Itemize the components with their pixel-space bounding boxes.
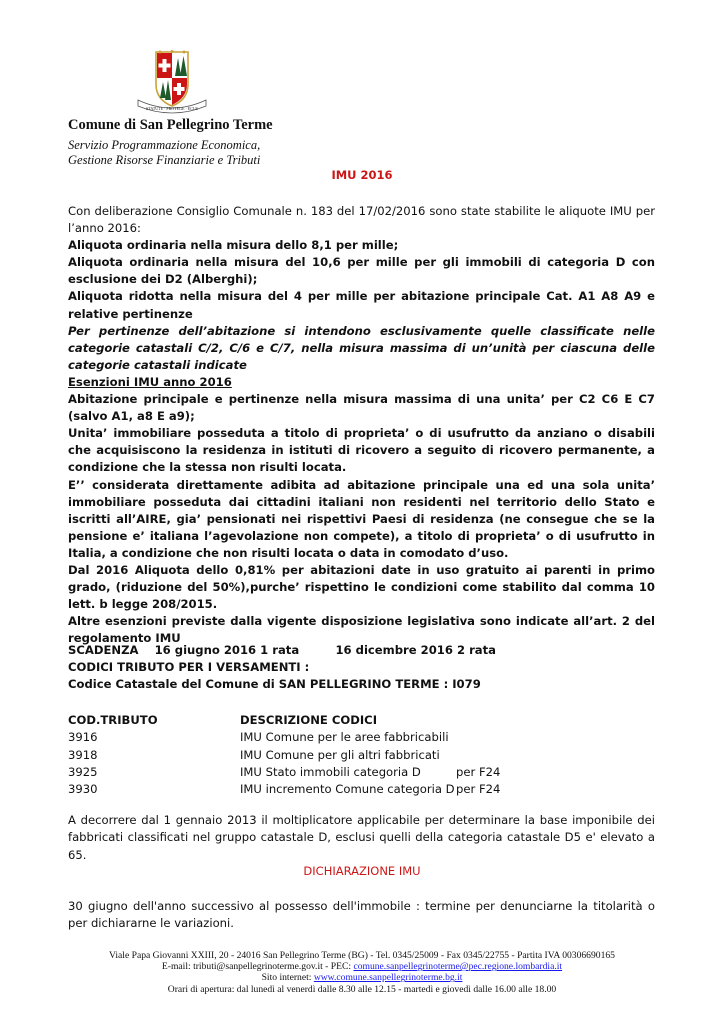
rate-free-use: Dal 2016 Aliquota dello 0,81% per abitazioni date in uso gratuito ai parenti in primo grado, (riduzione del 50%),purche’ rispettino le condizioni come stabilito dal comma 10 lett. b legge 208/2015. [68,562,655,612]
exemption-aire: E’’ considerata direttamente adibita ad abitazione principale una ed una sola unita’ immobiliare posseduta dai cittadini italiani non residenti nel territorio dello Stato e iscritti all’AIRE, gia’ pensionati nei rispettivi Paesi di residenza (ne consegue che se la pensione e’ italiana l’agevolazione non compete), a titolo di proprieta’ o di usufrutto in Italia, a condizione che non risulti locata o data in comodato d’uso. [68,477,655,560]
footer-address: Viale Papa Giovanni XXIII, 20 - 24016 San Pellegrino Terme (BG) - Tel. 0345/25009 - Fax 0345/22755 - Partita IVA 00306690165 [109,950,615,961]
tax-codes-heading: CODICI TRIBUTO PER I VERSAMENTI : [68,660,310,674]
other-exemptions: Altre esenzioni previste dalla vigente disposizione legislativa sono indicate all’art. 2 del regolamento IMU [68,614,655,646]
description-cell: IMU incremento Comune categoria D [240,782,455,797]
cadastral-code: Codice Catastale del Comune di SAN PELLEGRINO TERME : I079 [68,677,481,691]
svg-text:STATUTE · PROTEGE · ECUS: STATUTE · PROTEGE · ECUS [146,106,198,111]
note-cell: per F24 [456,782,501,797]
pertinenze-note: Per pertinenze dell’abitazione si intendono esclusivamente quelle classificate nelle categorie catastali C/2, C/6 e C/7, nella misura massima di un’unità per ciascuna delle categorie catastali indicate [68,323,655,372]
declaration-paragraph: 30 giugno dell'anno successivo al possesso dell'immobile : termine per denunciarne la titolarità o per dichiararne le variazioni. [68,899,655,931]
declaration-title: DICHIARAZIONE IMU [303,864,421,878]
code-cell: 3918 [68,747,98,762]
exemptions-heading: Esenzioni IMU anno 2016 [68,374,232,389]
header-description: DESCRIZIONE CODICI [240,713,378,727]
deadlines-block [68,642,655,693]
department-line-2: Gestione Risorse Finanziarie e Tributi [68,153,261,167]
rate-category-d: Aliquota ordinaria nella misura del 10,6 per mille per gli immobili di categoria D con esclusione dei D2 (Alberghi); [68,255,655,287]
note-cell: per F24 [456,764,501,779]
footer-website [0,972,724,983]
code-cell: 3916 [68,730,98,745]
footer-website-label: Sito internet: [261,972,314,984]
website-link[interactable]: www.comune.sanpellegrinoterme.bg.it [313,972,463,984]
footer-contacts [0,961,724,972]
description-cell: IMU Comune per gli altri fabbricati [240,747,440,762]
footer-email: E-mail: tributi@sanpellegrinoterme.gov.it - PEC: [161,961,354,973]
header-code: COD.TRIBUTO [68,713,158,727]
department-line-1: Servizio Programmazione Economica, [68,138,261,152]
exemption-main-dwelling: Abitazione principale e pertinenze nella misura massima di una unita’ per C2 C6 E C7 (salvo A1, a8 E a9); [68,392,655,424]
page-footer [0,950,724,995]
description-cell: IMU Comune per le aree fabbricabili [240,730,449,745]
intro-paragraph: Con deliberazione Consiglio Comunale n. 183 del 17/02/2016 sono state stabilite le aliquote IMU per l’anno 2016: [68,204,655,236]
rate-ordinary: Aliquota ordinaria nella misura dello 8,1 per mille; [68,238,399,253]
organization-name: Comune di San Pellegrino Terme [68,117,273,133]
document-body [68,203,655,647]
footer-hours: Orari di apertura: dal lunedì al venerdì dalle 8.30 alle 12.15 - martedì e giovedì dalle 16.00 alle 18.00 [167,983,557,995]
code-cell: 3930 [68,782,98,797]
document-title: IMU 2016 [331,168,393,182]
multiplier-paragraph: A decorrere dal 1 gennaio 2013 il moltiplicatore applicabile per determinare la base imponibile dei fabbricati classificati nel gruppo catastale D, esclusi quelli della categoria catastale D5 e' elevato a 65. [68,813,655,862]
exemption-elderly-disabled: Unita’ immobiliare posseduta a titolo di proprieta’ o di usufrutto da anziano o disabili che acquisiscono la residenza in istituti di ricovero a seguito di ricovero permanente, a condizione che la stessa non risulti locata. [68,426,655,475]
deadlines-row: SCADENZA 16 giugno 2016 1 rata 16 dicembre 2016 2 rata [68,643,496,657]
description-cell: IMU Stato immobili categoria D [240,764,421,779]
code-cell: 3925 [68,764,98,779]
coat-of-arms-logo [134,50,210,116]
rate-reduced: Aliquota ridotta nella misura del 4 per mille per abitazione principale Cat. A1 A8 A9 e relative pertinenze [68,289,655,321]
pec-link[interactable]: comune.sanpellegrinoterme@pec.regione.lombardia.it [353,961,563,973]
